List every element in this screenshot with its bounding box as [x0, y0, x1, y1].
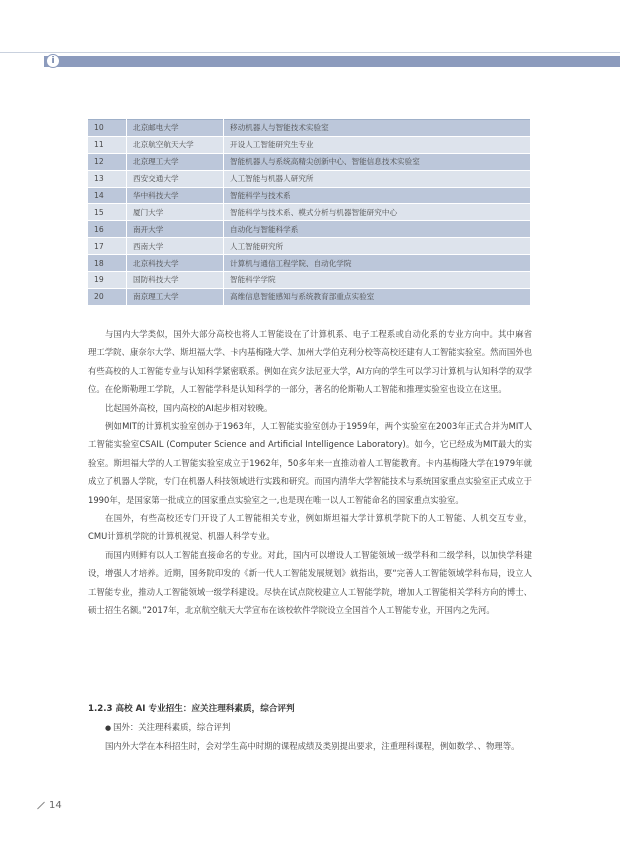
university-cell: 西南大学 — [127, 238, 224, 255]
row-number-cell: 12 — [88, 153, 127, 170]
institute-cell: 开设人工智能研究生专业 — [224, 136, 531, 153]
university-cell: 国防科技大学 — [127, 272, 224, 289]
paragraph: 而国内则鲜有以人工智能直接命名的专业。对此，国内可以增设人工智能领域一级学科和二级学科，以加快学科建设，增强人才培养。近期，国务院印发的《新一代人工智能发展规划》就指出，要“完善人工智能领域学科布局，设立人工智能专业，推动人工智能领域一级学科建设。尽快在试点院校建立人工智能学院，增加人工智能相关学科方向的博士、硕士招生名额。”2017年，北京航空航天大学宣布在该校软件学院设立全国首个人工智能专业，开国内之先河。 — [88, 549, 532, 616]
table-row — [88, 170, 531, 187]
row-number-cell: 17 — [88, 238, 127, 255]
table-row — [88, 288, 531, 305]
body-text — [88, 325, 532, 620]
institute-cell: 自动化与智能科学系 — [224, 221, 531, 238]
university-cell: 南京理工大学 — [127, 288, 224, 305]
row-number-cell: 14 — [88, 187, 127, 204]
row-number-cell: 18 — [88, 255, 127, 272]
table-row — [88, 120, 531, 137]
university-cell: 南开大学 — [127, 221, 224, 238]
university-cell: 北京邮电大学 — [127, 120, 224, 137]
table-row — [88, 204, 531, 221]
bullet-text: 国外：关注理科素质，综合评判 — [113, 722, 231, 732]
university-cell: 北京理工大学 — [127, 153, 224, 170]
institute-cell: 智能科学与技术系、模式分析与机器智能研究中心 — [224, 204, 531, 221]
institute-cell: 人工智能研究所 — [224, 238, 531, 255]
table-row — [88, 238, 531, 255]
info-icon: i — [46, 54, 60, 68]
table-row — [88, 272, 531, 289]
row-number-cell: 15 — [88, 204, 127, 221]
paragraph: 例如MIT的计算机实验室创办于1963年，人工智能实验室创办于1959年，两个实验室在2003年正式合并为MIT人工智能实验室CSAIL (Computer Science and Artificial Intelligence Laboratory)。如今，它已经成为MIT最大的实验室。斯坦福大学的人工智能实验室成立于1962年，50多年来一直推动着人工智能教育。卡内基梅隆大学在1979年就成立了机器人学院，专门在机器人科技领域进行实践和研究。而国内清华大学智能技术与系统国家重点实验室正式成立于1990年，是国家第一批成立的国家重点实验室之一,也是现在唯一以人工智能命名的国家重点实验室。 — [88, 421, 532, 505]
institute-cell: 计算机与通信工程学院、自动化学院 — [224, 255, 531, 272]
row-number-cell: 10 — [88, 120, 127, 137]
paragraph: 在国外，有些高校还专门开设了人工智能相关专业，例如斯坦福大学计算机学院下的人工智能、人机交互专业，CMU计算机学院的计算机视觉、机器人科学专业。 — [88, 513, 532, 542]
university-cell: 西安交通大学 — [127, 170, 224, 187]
university-cell: 厦门大学 — [127, 204, 224, 221]
table-row — [88, 221, 531, 238]
table-body — [88, 120, 531, 306]
page-number: 14 — [36, 800, 62, 811]
top-rule — [0, 52, 620, 53]
university-cell: 北京航空航天大学 — [127, 136, 224, 153]
university-cell: 北京科技大学 — [127, 255, 224, 272]
table-row — [88, 255, 531, 272]
paragraph: 国内外大学在本科招生时，会对学生高中时期的课程成绩及类别提出要求，注重理科课程，例如数学、、物理等。 — [105, 741, 520, 752]
paragraph: 与国内大学类似，国外大部分高校也将人工智能设在了计算机系、电子工程系或自动化系的专业方向中。其中麻省理工学院、康奈尔大学、斯坦福大学、卡内基梅隆大学、加州大学伯克利分校等高校还建有人工智能实验室。然而国外也有些高校的人工智能专业与认知科学紧密联系。例如在宾夕法尼亚大学，AI方向的学生可以学习计算机与认知科学的双学位。在伦斯勒理工学院，人工智能学科是认知科学的一部分，著名的伦斯勒人工智能和推理实验室也设立在这里。 — [88, 329, 532, 395]
institute-cell: 智能科学与技术系 — [224, 187, 531, 204]
table-row — [88, 187, 531, 204]
institute-cell: 智能机器人与系统高精尖创新中心、智能信息技术实验室 — [224, 153, 531, 170]
section-heading: 1.2.3 高校 AI 专业招生：应关注理科素质，综合评判 — [88, 704, 295, 714]
bullet-item — [88, 718, 532, 737]
row-number-cell: 16 — [88, 221, 127, 238]
institute-cell: 智能科学学院 — [224, 272, 531, 289]
slash-icon — [37, 801, 45, 809]
university-table — [88, 119, 531, 306]
table-row — [88, 136, 531, 153]
row-number-cell: 13 — [88, 170, 127, 187]
institute-cell: 人工智能与机器人研究所 — [224, 170, 531, 187]
paragraph: 比起国外高校，国内高校的AI起步相对较晚。 — [105, 402, 273, 413]
row-number-cell: 11 — [88, 136, 127, 153]
section-body — [88, 718, 532, 756]
row-number-cell: 19 — [88, 272, 127, 289]
table-row — [88, 153, 531, 170]
institute-cell: 高维信息智能感知与系统教育部重点实验室 — [224, 288, 531, 305]
header-band — [44, 56, 620, 67]
bullet-icon: ● — [105, 724, 112, 732]
university-cell: 华中科技大学 — [127, 187, 224, 204]
institute-cell: 移动机器人与智能技术实验室 — [224, 120, 531, 137]
row-number-cell: 20 — [88, 288, 127, 305]
